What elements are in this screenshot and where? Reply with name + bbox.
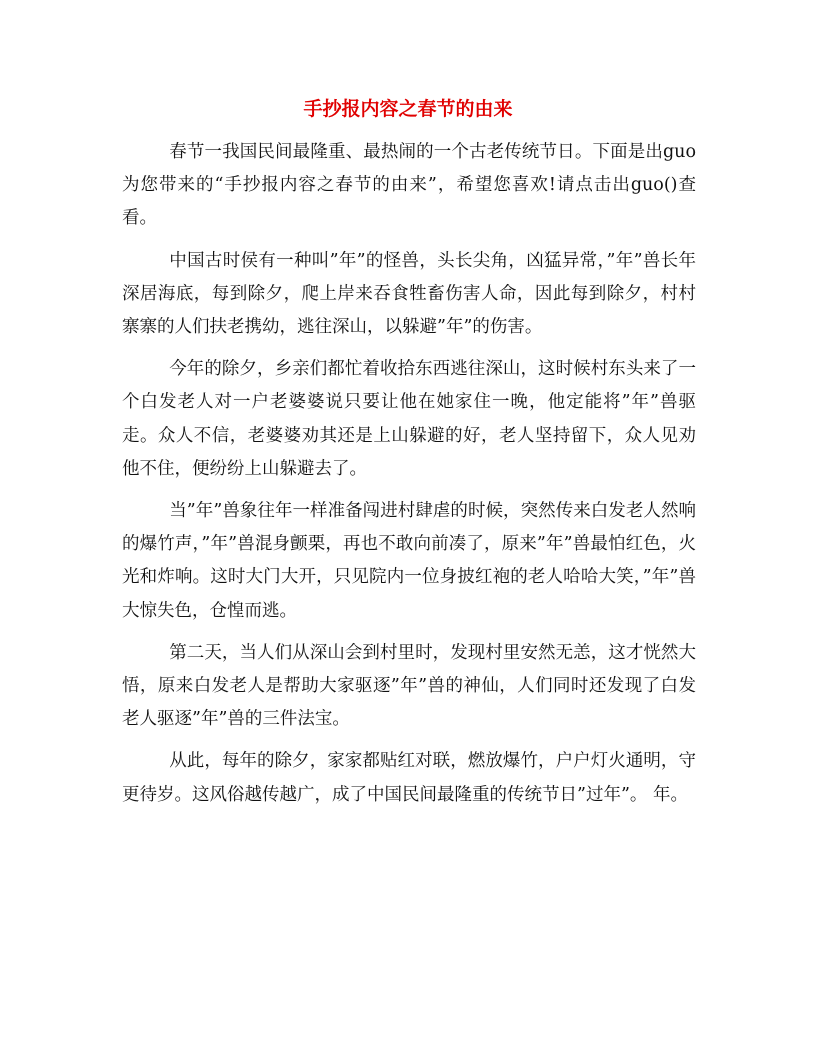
paragraph-custom: 从此，每年的除夕，家家都贴红对联，燃放爆竹，户户灯火通明，守更待岁。这风俗越传越广，成了中国民间最隆重的传统节日”过年”。 年。	[122, 751, 696, 805]
paragraph-old-man-arrives: 今年的除夕，乡亲们都忙着收拾东西逃往深山，这时候村东头来了一个白发老人对一户老婆婆说只要让他在她家住一晚，他定能将”年”兽驱走。众人不信，老婆婆劝其还是上山躲避的好，老人坚持留下，众人见劝他不住，便纷纷上山躲避去了。	[122, 359, 696, 479]
paragraph-intro: 春节一我国民间最隆重、最热闹的一个古老传统节日。下面是出guo为您带来的“手抄报内容之春节的由来”，希望您喜欢!请点击出guo()查看。	[122, 142, 696, 229]
paragraph-next-day: 第二天，当人们从深山会到村里时，发现村里安然无恙，这才恍然大悟，原来白发老人是帮助大家驱逐”年”兽的神仙，人们同时还发现了白发老人驱逐”年”兽的三件法宝。	[122, 642, 696, 730]
paragraph-firecrackers: 当”年”兽象往年一样准备闯进村肆虐的时候，突然传来白发老人然响的爆竹声，”年”兽混身颤栗，再也不敢向前凑了，原来”年”兽最怕红色，火光和炸响。这时大门大开，只见院内一位身披红袍的老人哈哈大笑，”年”兽大惊失色，仓惶而逃。	[122, 501, 697, 621]
document-body	[122, 136, 696, 821]
document-title: 手抄报内容之春节的由来	[303, 98, 513, 120]
paragraph-nian-beast: 中国古时侯有一种叫”年”的怪兽，头长尖角，凶猛异常，”年”兽长年深居海底，每到除夕，爬上岸来吞食牲畜伤害人命，因此每到除夕，村村寨寨的人们扶老携幼，逃往深山，以躲避”年”的伤害。	[122, 250, 696, 338]
